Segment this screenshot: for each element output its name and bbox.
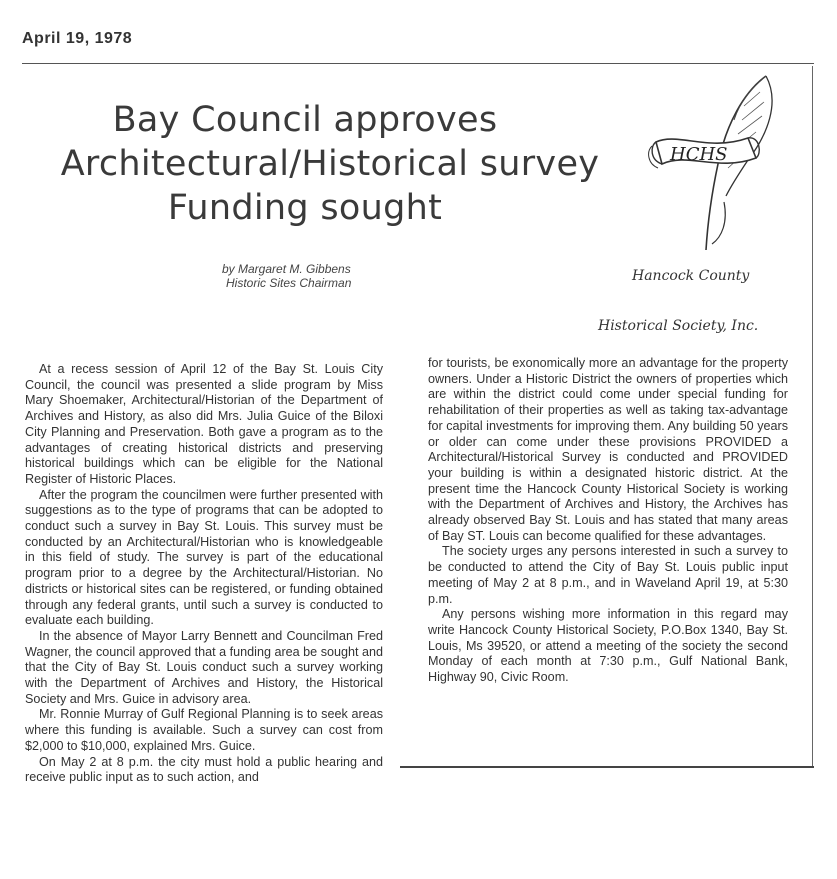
top-rule — [22, 63, 814, 64]
paragraph: In the absence of Mayor Larry Bennett and Councilman Fred Wagner, the council approved that a funding area be sought and that the City of Bay St. Louis conduct such a survey working with the Department of Archives and History, the Historical Society and Mrs. Guice in advisory area. — [25, 628, 383, 706]
right-rule — [812, 66, 813, 766]
paragraph: for tourists, be exonomically more an advantage for the property owners. Under a Historic District the owners of properties which are within the district could come under special funding for rehabilitation of their properties as well as taking tax-advantage for capital investments for improving them. Any building 50 years or older can come under these provisions PROVIDED a Architectural/Historical Survey is conducted and PROVIDED your building is within a designated historic district. At the present time the Hancock County Historical Society is working with the Department of Archives and History, the Archives has already observed Bay St. Louis and has stated that many areas of Bay ST. Louis can become qualified for these advantages. — [428, 356, 788, 543]
headline — [20, 98, 670, 230]
clipping-date: April 19, 1978 — [22, 30, 133, 47]
paragraph: On May 2 at 8 p.m. the city must hold a public hearing and receive public input as to such action, and — [25, 754, 383, 785]
paragraph: Mr. Ronnie Murray of Gulf Regional Planning is to seek areas where this funding is available. Such a survey can cost from $2,000 to $10,000, explained Mrs. Guice. — [25, 707, 383, 753]
paragraph: After the program the councilmen were further presented with suggestions as to the type of programs that can be adopted to conduct such a survey in Bay St. Louis. This survey must be conducted by an Architectural/Historian who is knowledgeable in this field of study. The survey is part of the educational program prior to a degree by the Architectural/Historian. No districts or historical sites can be registered, or funding obtained through any federal grants, until such a survey is conducted to evaluate each building. — [25, 487, 383, 628]
quill-scroll-icon — [648, 72, 788, 257]
society-name-line-1: Hancock County — [632, 268, 750, 284]
article-column-1 — [25, 362, 383, 862]
byline-title: Historic Sites Chairman — [226, 276, 352, 290]
byline — [222, 262, 392, 290]
society-name-line-2: Historical Society, Inc. — [598, 318, 759, 334]
paragraph: At a recess session of April 12 of the Bay St. Louis City Council, the council was presented a slide program by Miss Mary Shoemaker, Architectural/Historian of the Department of Archives and History, as also did Mrs. Julia Guice of the Biloxi City Planning and Preservation. Both gave a program as to the advantages of creating historical districts and preserving historical buildings which can be eligible for the National Register of Historic Places. — [25, 362, 383, 486]
byline-author: by Margaret M. Gibbens — [222, 262, 351, 276]
headline-line-3: Funding sought — [167, 188, 443, 228]
article-column-2 — [428, 356, 788, 686]
logo-monogram: HCHS — [670, 144, 728, 165]
paragraph: The society urges any persons interested in such a survey to be conducted to attend the City of Bay St. Louis public input meeting of May 2 at 8 p.m., and in Waveland April 19, at 5:30 p.m. — [428, 544, 788, 606]
headline-line-1: Bay Council approves — [112, 100, 498, 140]
paragraph: Any persons wishing more information in this regard may write Hancock County Historical Society, P.O.Box 1340, Bay St. Louis, Ms 39520, or attend a meeting of the society the second Monday of each month at 7:30 p.m., Gulf National Bank, Highway 90, Civic Room. — [428, 607, 788, 685]
bottom-rule — [400, 766, 814, 768]
headline-line-2: Architectural/Historical survey — [60, 144, 600, 184]
